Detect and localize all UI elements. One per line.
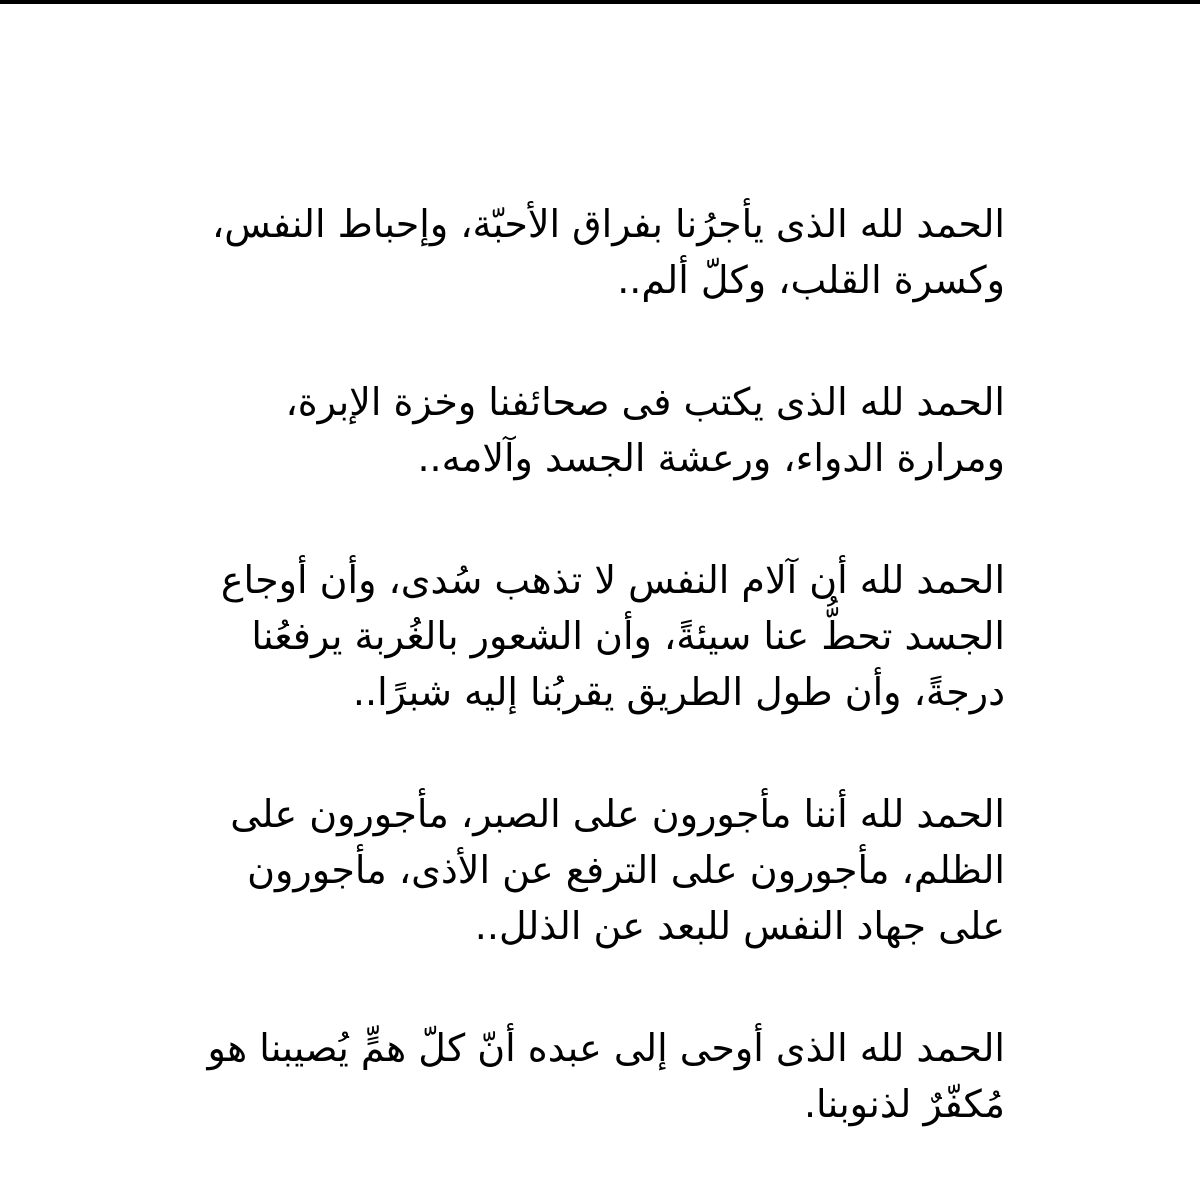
paragraph-3: الحمد لله أن آلام النفس لا تذهب سُدى، وأن أوجاع الجسد تحطُّ عنا سيئةً، وأن الشعور بالغُربة يرفعُنا درجةً، وأن طول الطريق يقربُنا إليه شبرًا.. (220, 558, 1005, 714)
top-border-line (0, 0, 1200, 4)
text-document (205, 196, 1005, 1132)
paragraph-2: الحمد لله الذى يكتب فى صحائفنا وخزة الإبرة، ومرارة الدواء، ورعشة الجسد وآلامه.. (285, 380, 1005, 480)
paragraph-5: الحمد لله الذى أوحى إلى عبده أنّ كلّ همٍّ يُصيبنا هو مُكفّرٌ لذنوبنا. (207, 1026, 1005, 1126)
paragraph-4: الحمد لله أننا مأجورون على الصبر، مأجورون على الظلم، مأجورون على الترفع عن الأذى، مأجورون على جهاد النفس للبعد عن الذلل.. (230, 792, 1005, 948)
paragraph-1: الحمد لله الذى يأجرُنا بفراق الأحبّة، وإحباط النفس، وكسرة القلب، وكلّ ألم.. (211, 202, 1005, 302)
